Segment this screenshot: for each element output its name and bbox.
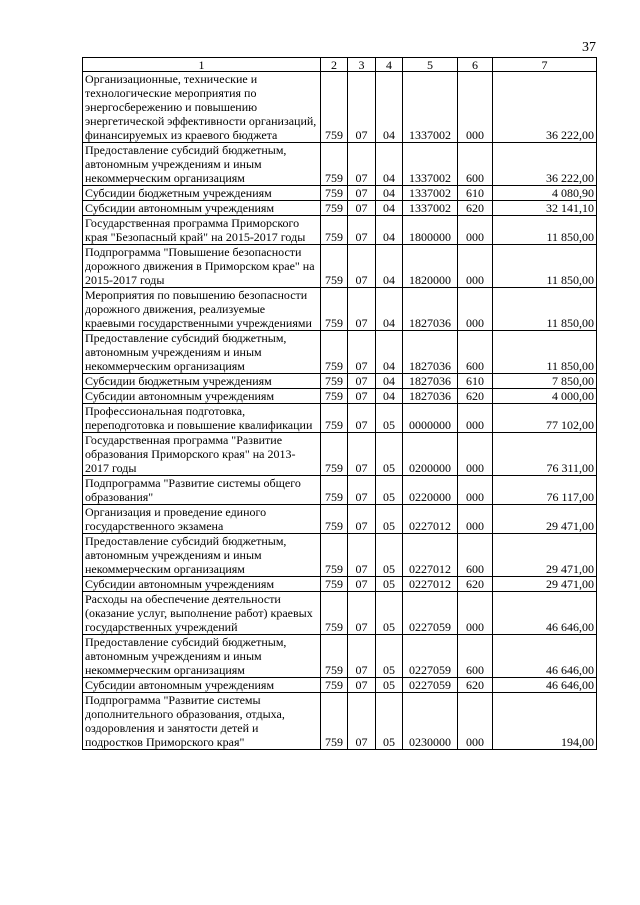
row-name: Предоставление субсидий бюджетным, автономным учреждениям и иным некоммерческим организациям (83, 143, 321, 186)
row-code-admin: 759 (321, 288, 348, 331)
row-code-admin: 759 (321, 693, 348, 750)
row-name: Организационные, технические и технологические мероприятия по энергосбережению и повышению энергетической эффективности организаций, финансируемых из краевого бюджета (83, 72, 321, 143)
row-code-expense-type: 620 (458, 678, 493, 693)
table-row (83, 693, 597, 750)
row-code-section: 07 (348, 143, 376, 186)
row-name: Организация и проведение единого государственного экзамена (83, 505, 321, 534)
row-amount: 29 471,00 (493, 505, 597, 534)
row-amount: 46 646,00 (493, 678, 597, 693)
row-amount: 4 000,00 (493, 389, 597, 404)
row-code-subsection: 05 (376, 693, 403, 750)
row-code-subsection: 05 (376, 577, 403, 592)
row-code-expense-type: 620 (458, 389, 493, 404)
row-name: Предоставление субсидий бюджетным, автономным учреждениям и иным некоммерческим организациям (83, 635, 321, 678)
row-name: Профессиональная подготовка, переподготовка и повышение квалификации (83, 404, 321, 433)
row-amount: 7 850,00 (493, 374, 597, 389)
row-code-target: 1337002 (403, 143, 458, 186)
row-code-admin: 759 (321, 374, 348, 389)
row-code-target: 1827036 (403, 288, 458, 331)
row-code-section: 07 (348, 374, 376, 389)
row-code-target: 0220000 (403, 476, 458, 505)
row-amount: 77 102,00 (493, 404, 597, 433)
row-amount: 29 471,00 (493, 534, 597, 577)
row-amount: 36 222,00 (493, 143, 597, 186)
row-name: Государственная программа Приморского края "Безопасный край" на 2015-2017 годы (83, 216, 321, 245)
table-row (83, 678, 597, 693)
row-code-subsection: 05 (376, 505, 403, 534)
row-code-target: 0200000 (403, 433, 458, 476)
row-code-subsection: 04 (376, 216, 403, 245)
row-code-target: 1827036 (403, 331, 458, 374)
row-code-section: 07 (348, 678, 376, 693)
table-row (83, 288, 597, 331)
row-code-admin: 759 (321, 476, 348, 505)
row-name: Подпрограмма "Повышение безопасности дорожного движения в Приморском крае" на 2015-2017 годы (83, 245, 321, 288)
row-code-admin: 759 (321, 404, 348, 433)
row-code-admin: 759 (321, 389, 348, 404)
row-name: Предоставление субсидий бюджетным, автономным учреждениям и иным некоммерческим организациям (83, 534, 321, 577)
row-code-expense-type: 000 (458, 505, 493, 534)
row-code-expense-type: 610 (458, 186, 493, 201)
row-code-target: 0227059 (403, 678, 458, 693)
table-row (83, 186, 597, 201)
header-col-5: 5 (403, 58, 458, 72)
row-amount: 11 850,00 (493, 216, 597, 245)
row-amount: 36 222,00 (493, 72, 597, 143)
row-code-section: 07 (348, 693, 376, 750)
row-code-section: 07 (348, 186, 376, 201)
row-amount: 11 850,00 (493, 331, 597, 374)
row-code-subsection: 04 (376, 72, 403, 143)
table-row (83, 216, 597, 245)
row-code-subsection: 04 (376, 389, 403, 404)
table-row (83, 143, 597, 186)
row-code-subsection: 05 (376, 592, 403, 635)
row-code-section: 07 (348, 577, 376, 592)
row-amount: 46 646,00 (493, 592, 597, 635)
row-code-subsection: 05 (376, 678, 403, 693)
row-amount: 76 311,00 (493, 433, 597, 476)
table-row (83, 72, 597, 143)
table-row (83, 245, 597, 288)
row-name: Предоставление субсидий бюджетным, автономным учреждениям и иным некоммерческим организациям (83, 331, 321, 374)
row-amount: 11 850,00 (493, 288, 597, 331)
row-code-section: 07 (348, 389, 376, 404)
row-code-admin: 759 (321, 678, 348, 693)
row-code-section: 07 (348, 404, 376, 433)
row-code-expense-type: 000 (458, 693, 493, 750)
row-amount: 76 117,00 (493, 476, 597, 505)
row-code-expense-type: 000 (458, 404, 493, 433)
row-code-subsection: 05 (376, 534, 403, 577)
row-code-section: 07 (348, 72, 376, 143)
row-code-admin: 759 (321, 635, 348, 678)
row-code-subsection: 04 (376, 331, 403, 374)
table-row (83, 534, 597, 577)
row-name: Субсидии автономным учреждениям (83, 201, 321, 216)
row-code-section: 07 (348, 592, 376, 635)
row-code-expense-type: 620 (458, 201, 493, 216)
row-code-section: 07 (348, 201, 376, 216)
row-code-subsection: 04 (376, 245, 403, 288)
row-code-expense-type: 000 (458, 288, 493, 331)
row-amount: 194,00 (493, 693, 597, 750)
row-amount: 29 471,00 (493, 577, 597, 592)
row-code-subsection: 04 (376, 201, 403, 216)
row-code-target: 0000000 (403, 404, 458, 433)
row-code-admin: 759 (321, 534, 348, 577)
row-name: Субсидии автономным учреждениям (83, 577, 321, 592)
row-code-admin: 759 (321, 592, 348, 635)
row-code-target: 1337002 (403, 186, 458, 201)
row-code-subsection: 04 (376, 143, 403, 186)
row-code-section: 07 (348, 245, 376, 288)
row-code-subsection: 05 (376, 433, 403, 476)
row-code-section: 07 (348, 433, 376, 476)
row-code-section: 07 (348, 288, 376, 331)
row-code-admin: 759 (321, 331, 348, 374)
row-code-admin: 759 (321, 72, 348, 143)
header-col-2: 2 (321, 58, 348, 72)
budget-table (82, 57, 597, 750)
row-code-target: 1800000 (403, 216, 458, 245)
row-code-admin: 759 (321, 245, 348, 288)
row-code-expense-type: 610 (458, 374, 493, 389)
row-code-target: 1820000 (403, 245, 458, 288)
row-code-expense-type: 000 (458, 216, 493, 245)
table-row (83, 505, 597, 534)
row-code-target: 0227012 (403, 534, 458, 577)
table-row (83, 577, 597, 592)
row-code-section: 07 (348, 216, 376, 245)
row-code-admin: 759 (321, 186, 348, 201)
row-code-target: 0227059 (403, 635, 458, 678)
row-code-subsection: 04 (376, 186, 403, 201)
row-code-expense-type: 000 (458, 476, 493, 505)
row-code-target: 0230000 (403, 693, 458, 750)
row-code-expense-type: 620 (458, 577, 493, 592)
row-amount: 11 850,00 (493, 245, 597, 288)
row-code-target: 1337002 (403, 201, 458, 216)
row-code-expense-type: 600 (458, 635, 493, 678)
row-code-admin: 759 (321, 433, 348, 476)
row-code-expense-type: 000 (458, 245, 493, 288)
row-name: Субсидии автономным учреждениям (83, 678, 321, 693)
row-amount: 4 080,90 (493, 186, 597, 201)
row-code-section: 07 (348, 635, 376, 678)
row-code-expense-type: 600 (458, 534, 493, 577)
row-code-target: 0227059 (403, 592, 458, 635)
row-code-subsection: 05 (376, 476, 403, 505)
row-code-expense-type: 600 (458, 331, 493, 374)
table-header-row (83, 58, 597, 72)
table-row (83, 374, 597, 389)
row-code-admin: 759 (321, 577, 348, 592)
row-name: Субсидии бюджетным учреждениям (83, 374, 321, 389)
header-col-3: 3 (348, 58, 376, 72)
row-name: Мероприятия по повышению безопасности дорожного движения, реализуемые краевыми государственными учреждениями (83, 288, 321, 331)
table-row (83, 389, 597, 404)
row-code-subsection: 04 (376, 374, 403, 389)
row-name: Субсидии бюджетным учреждениям (83, 186, 321, 201)
row-code-section: 07 (348, 331, 376, 374)
row-code-section: 07 (348, 505, 376, 534)
table-row (83, 635, 597, 678)
table-row (83, 433, 597, 476)
row-code-expense-type: 000 (458, 433, 493, 476)
row-code-target: 0227012 (403, 505, 458, 534)
row-code-expense-type: 600 (458, 143, 493, 186)
row-name: Подпрограмма "Развитие системы дополнительного образования, отдыха, оздоровления и занятости детей и подростков Приморского края" (83, 693, 321, 750)
row-code-target: 1827036 (403, 389, 458, 404)
row-code-subsection: 04 (376, 288, 403, 331)
row-code-target: 1827036 (403, 374, 458, 389)
row-name: Расходы на обеспечение деятельности (оказание услуг, выполнение работ) краевых государственных учреждений (83, 592, 321, 635)
row-code-subsection: 05 (376, 404, 403, 433)
row-name: Субсидии автономным учреждениям (83, 389, 321, 404)
row-code-expense-type: 000 (458, 72, 493, 143)
header-col-6: 6 (458, 58, 493, 72)
row-code-admin: 759 (321, 143, 348, 186)
row-amount: 32 141,10 (493, 201, 597, 216)
row-code-admin: 759 (321, 216, 348, 245)
row-code-expense-type: 000 (458, 592, 493, 635)
table-row (83, 201, 597, 216)
table-row (83, 476, 597, 505)
row-code-section: 07 (348, 476, 376, 505)
table-row (83, 331, 597, 374)
header-col-4: 4 (376, 58, 403, 72)
header-col-1: 1 (83, 58, 321, 72)
row-amount: 46 646,00 (493, 635, 597, 678)
header-col-7: 7 (493, 58, 597, 72)
row-code-admin: 759 (321, 505, 348, 534)
page-number: 37 (582, 40, 596, 55)
row-code-section: 07 (348, 534, 376, 577)
row-name: Подпрограмма "Развитие системы общего образования" (83, 476, 321, 505)
table-row (83, 592, 597, 635)
row-name: Государственная программа "Развитие образования Приморского края" на 2013-2017 годы (83, 433, 321, 476)
row-code-admin: 759 (321, 201, 348, 216)
row-code-target: 1337002 (403, 72, 458, 143)
row-code-subsection: 05 (376, 635, 403, 678)
table-row (83, 404, 597, 433)
row-code-target: 0227012 (403, 577, 458, 592)
